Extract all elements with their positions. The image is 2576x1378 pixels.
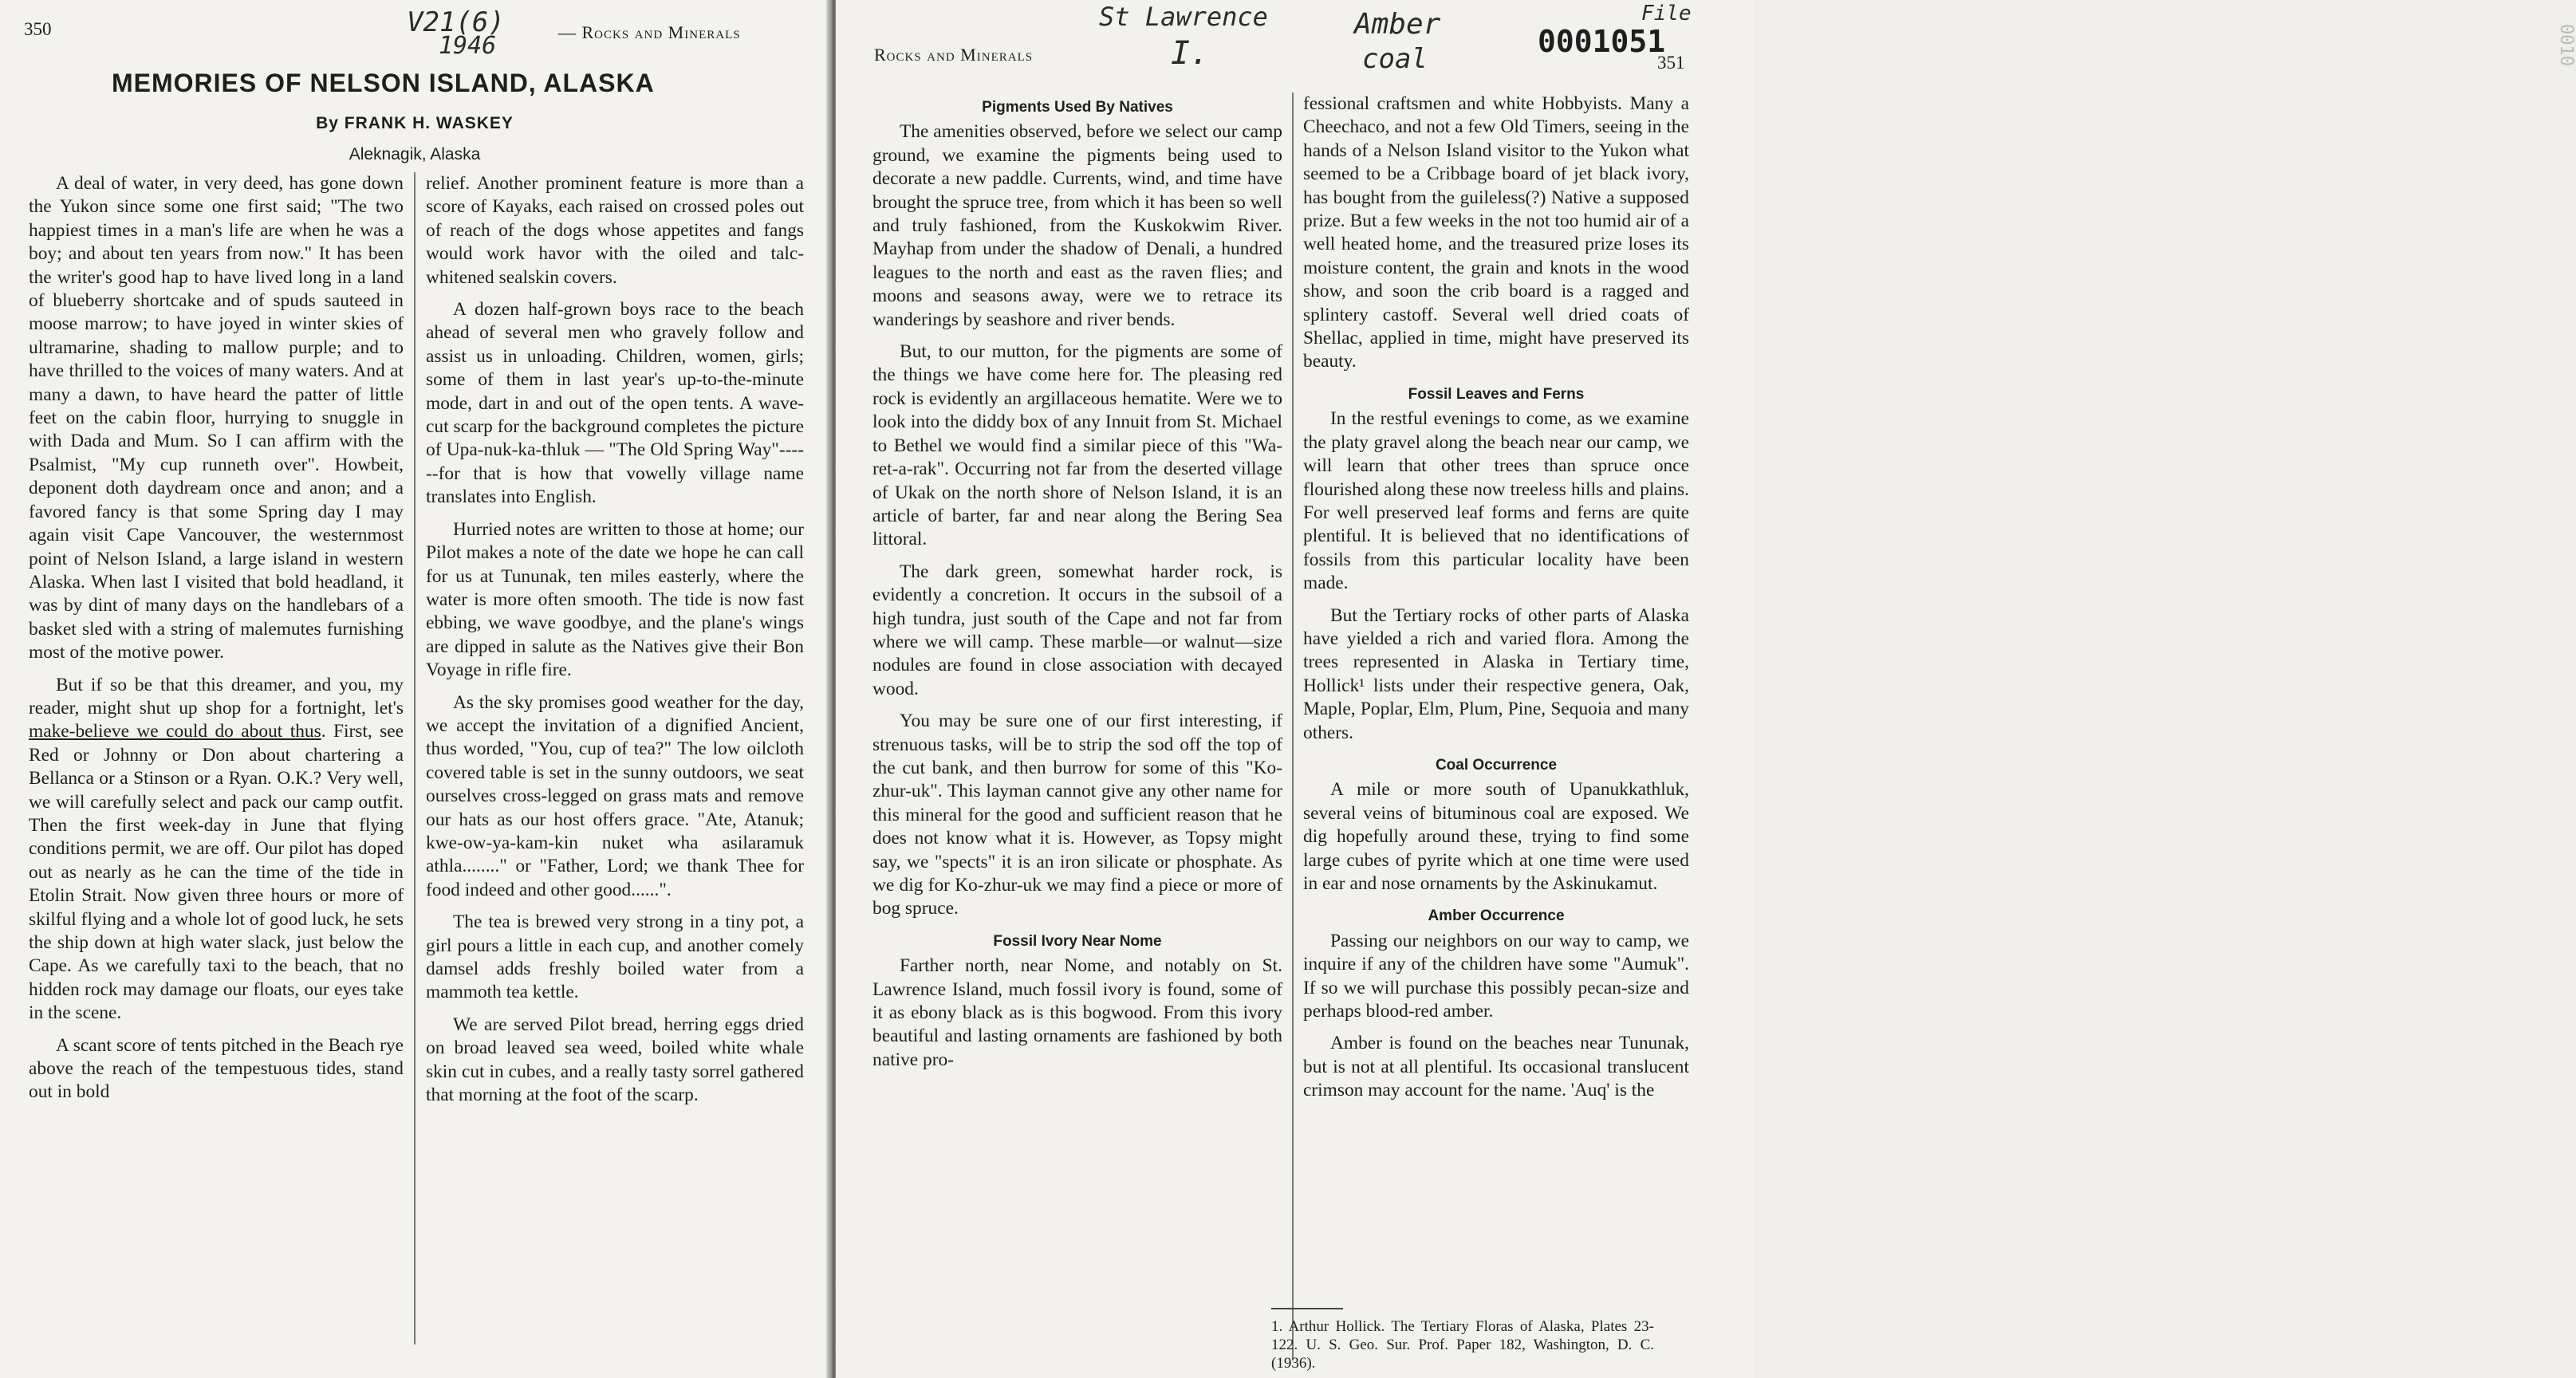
- handwritten-location-2: I.: [1171, 35, 1210, 72]
- paragraph: A scant score of tents pitched in the Beach rye above the reach of the tempestuous tides, stand out in bold: [29, 1034, 404, 1103]
- paragraph-text: . First, see Red or Johnny or Don about chartering a Bellanca or a Stinson or a Ryan. O.K.? Very well, we will carefully select and pack our camp outfit. Then the first week-day in June that flying conditions permit, we are off. Our pilot has doped out as nearly as he can the time of the tide in Etolin Strait. Now given three hours or more of skilful flying and a whole lot of good luck, he sets the ship down at high water slack, just below the Cape. As we carefully taxi to the beach, that no hidden rock may damage our floats, our eyes take in the scene.: [29, 721, 404, 1024]
- paragraph: The tea is brewed very strong in a tiny pot, a girl pours a little in each cup, and another comely damsel adds freshly boiled water from a mammoth tea kettle.: [426, 911, 804, 1003]
- footnote: 1. Arthur Hollick. The Tertiary Floras of Alaska, Plates 23-122. U. S. Geo. Sur. Prof. Paper 182, Washington, D. C. (1936).: [1271, 1318, 1654, 1372]
- paragraph: fessional craftsmen and white Hobbyists. Many a Cheechaco, and not a few Old Timers, seeing in the hands of a Nelson Island visitor to the Yukon what seemed to be a Cribbage board of jet black ivory, has bought from the guileless(?) Native a supposed prize. But a few weeks in the not too humid air of a well heated home, and the treasured prize loses its moisture content, the grain and knots in the wood show, and soon the crib board is a ragged and splintery castoff. Several well dried coats of Shellac, applied in time, might have preserved its beauty.: [1303, 93, 1689, 372]
- paragraph: A deal of water, in very deed, has gone down the Yukon since some one first said; "The two happiest times in a man's life are when he was a boy; and about ten years from now." It has been the writer's good hap to have lived long in a land of blueberry shortcake and of spuds sauteed in moose marrow; to have joyed in winter skies of ultramarine, shading to mallow purple; and to have thrilled to the voices of many waters. And at many a dawn, to have heard the patter of little feet on the cabin floor, hurrying to snuggle in with Dada and Mum. So I can affirm with the Psalmist, "My cup runneth over". Howbeit, deponent doth daydream once and anon; and a favored fancy is that some Spring day I may again visit Cape Vancouver, the westernmost point of Nelson Island, a large island in western Alaska. When last I visited that bold headland, it was by dint of many days on the handlebars of a basket sled with a string of malemutes furnishing most of the motive power.: [29, 173, 404, 663]
- column-2: [426, 172, 804, 1116]
- left-page: [0, 0, 829, 1378]
- article-title: MEMORIES OF NELSON ISLAND, ALASKA: [112, 69, 655, 97]
- handwritten-year: 1946: [439, 32, 497, 60]
- paragraph: A dozen half-grown boys race to the beach ahead of several men who gravely follow and assist us in unloading. Children, women, girls; some of them in last year's up-to-the-minute mode, dart in and out of the open tents. A wave-cut scarp for the background completes the picture of Upa-nuk-ka-thluk — "The Old Spring Way"------for that is how that vowelly village name translates into English.: [426, 299, 804, 508]
- underlined-text: make-believe we could do about thus: [29, 721, 321, 742]
- paragraph: Amber is found on the beaches near Tununak, but is not at all plentiful. Its occasional translucent crimson may account for the name. 'Auq' is the: [1303, 1033, 1689, 1101]
- column-1: [29, 172, 404, 1113]
- edge-number: 0010: [2556, 24, 2576, 66]
- paragraph: The dark green, somewhat harder rock, is evidently a concretion. It occurs in the subsoil of a high tundra, just south of the Cape and not far from where we will camp. These marble—or walnut—size nodules are found in close association with decayed wood.: [872, 561, 1282, 699]
- paragraph: But the Tertiary rocks of other parts of Alaska have yielded a rich and varied flora. Among the trees represented in Alaska in Tertiary time, Hollick¹ lists under their respective genera, Oak, Maple, Poplar, Elm, Plum, Pine, Sequoia and many others.: [1303, 604, 1689, 743]
- byline-place: Aleknagik, Alaska: [349, 145, 481, 163]
- paragraph: But, to our mutton, for the pigments are some of the things we have come here for. The pleasing red rock is evidently an argillaceous hematite. Were we to look into the diddy box of any Innuit from St. Michael to Bethel we would find a similar piece of this "Wa-ret-a-rak". Occurring not far from the deserted village of Ukak on the north shore of Nelson Island, it is an article of barter, far and near along the Bering Sea littoral.: [872, 341, 1282, 550]
- column-rule: [1292, 93, 1294, 1360]
- paragraph: We are served Pilot bread, herring eggs dried on broad leaved sea weed, boiled white whale skin cut in cubes, and a really tasty sorrel gathered that morning at the foot of the scarp.: [426, 1014, 804, 1106]
- paragraph-text: But if so be that this dreamer, and you, my reader, might shut up shop for a fortnight, let's: [29, 674, 404, 719]
- running-head-left: — Rocks and Minerals: [558, 22, 741, 42]
- byline: By FRANK H. WASKEY: [316, 114, 514, 132]
- paragraph: Passing our neighbors on our way to camp, we inquire if any of the children have some "Aumuk". If so we will purchase this possibly pecan-size and perhaps blood-red amber.: [1303, 930, 1689, 1022]
- handwritten-topic-coal: coal: [1362, 43, 1428, 75]
- paragraph: Farther north, near Nome, and notably on St. Lawrence Island, much fossil ivory is found, some of it as ebony black as is this bogwood. From this ivory beautiful and lasting ornaments are fashioned by both native pro-: [872, 955, 1282, 1070]
- paragraph: relief. Another prominent feature is more than a score of Kayaks, each raised on crossed poles out of reach of the dogs whose appetites and fangs would work havor with the oiled and talc-whitened sealskin covers.: [426, 173, 804, 288]
- handwritten-file-label: File: [1641, 2, 1692, 26]
- handwritten-location: St Lawrence: [1099, 2, 1268, 32]
- section-heading: Fossil Ivory Near Nome: [993, 932, 1162, 950]
- handwritten-volume: V21(6): [407, 6, 505, 38]
- running-head-right: Rocks and Minerals: [874, 45, 1034, 65]
- archive-stamp: 0001051: [1538, 24, 1666, 59]
- paragraph: Hurried notes are written to those at home; our Pilot makes a note of the date we hope he can call for us at Tununak, ten miles easterly, where the water is more often smooth. The tide is now fast ebbing, we wave goodbye, and the plane's wings are dipped in salute as the Natives give their Bon Voyage in rifle fire.: [426, 518, 804, 681]
- paragraph: The amenities observed, before we select our camp ground, we examine the pigments being used to decorate a new paddle. Currents, wind, and time have brought the spruce tree, from which it has been so well and truly fashioned, from the Kuskokwim River. Mayhap from under the shadow of Denali, a hundred leagues to the north and east as the raven flies; and moons and seasons away, were we to retrace its wanderings by seashore and river bends.: [872, 121, 1282, 330]
- section-heading: Pigments Used By Natives: [982, 99, 1173, 116]
- column-3: [872, 93, 1282, 1081]
- paragraph: In the restful evenings to come, as we examine the platy gravel along the beach near our camp, we will learn that other trees than spruce once flourished along these now treeless hills and plains. For well preserved leaf forms and ferns are quite plentiful. It is believed that no identifications of fossils from this particular locality have been made.: [1303, 408, 1689, 594]
- paragraph: A mile or more south of Upanukkathluk, several veins of bituminous coal are exposed. We dig hopefully around these, trying to find some large cubes of pyrite which at one time were used in ear and nose ornaments by the Askinukamut.: [1303, 779, 1689, 894]
- paragraph: You may be sure one of our first interesting, if strenuous tasks, will be to strip the sod off the top of the cut bank, and then burrow for some of this "Ko-zhur-uk". This layman cannot give any other name for this mineral for the good and sufficient reason that he does not know what it is. However, as Topsy might say, we "spects" it is an iron silicate or phosphate. As we dig for Ko-zhur-uk we may find a piece or more of bog spruce.: [872, 711, 1282, 919]
- page-number-left: 350: [24, 19, 52, 39]
- column-4: [1303, 93, 1689, 1112]
- right-page: [836, 0, 2576, 1378]
- paragraph: [29, 674, 404, 1026]
- handwritten-topic-amber: Amber: [1354, 8, 1441, 41]
- column-rule: [414, 172, 416, 1345]
- paragraph: As the sky promises good weather for the day, we accept the invitation of a dignified Ancient, thus worded, "You, cup of tea?" The low oilcloth covered table is set in the sunny outdoors, we seat ourselves cross-legged on grass mats and remove our hats as our host offers grace. "Ate, Atanuk; kwe-ow-ya-kam-kin nuket wha asilaramuk athla........" or "Father, Lord; we thank Thee for food indeed and other good......".: [426, 691, 804, 900]
- section-heading: Fossil Leaves and Ferns: [1408, 385, 1585, 403]
- footnote-rule: [1271, 1308, 1343, 1309]
- page-number-right: 351: [1657, 53, 1685, 73]
- section-heading: Coal Occurrence: [1435, 756, 1558, 774]
- section-heading: Amber Occurrence: [1428, 908, 1565, 925]
